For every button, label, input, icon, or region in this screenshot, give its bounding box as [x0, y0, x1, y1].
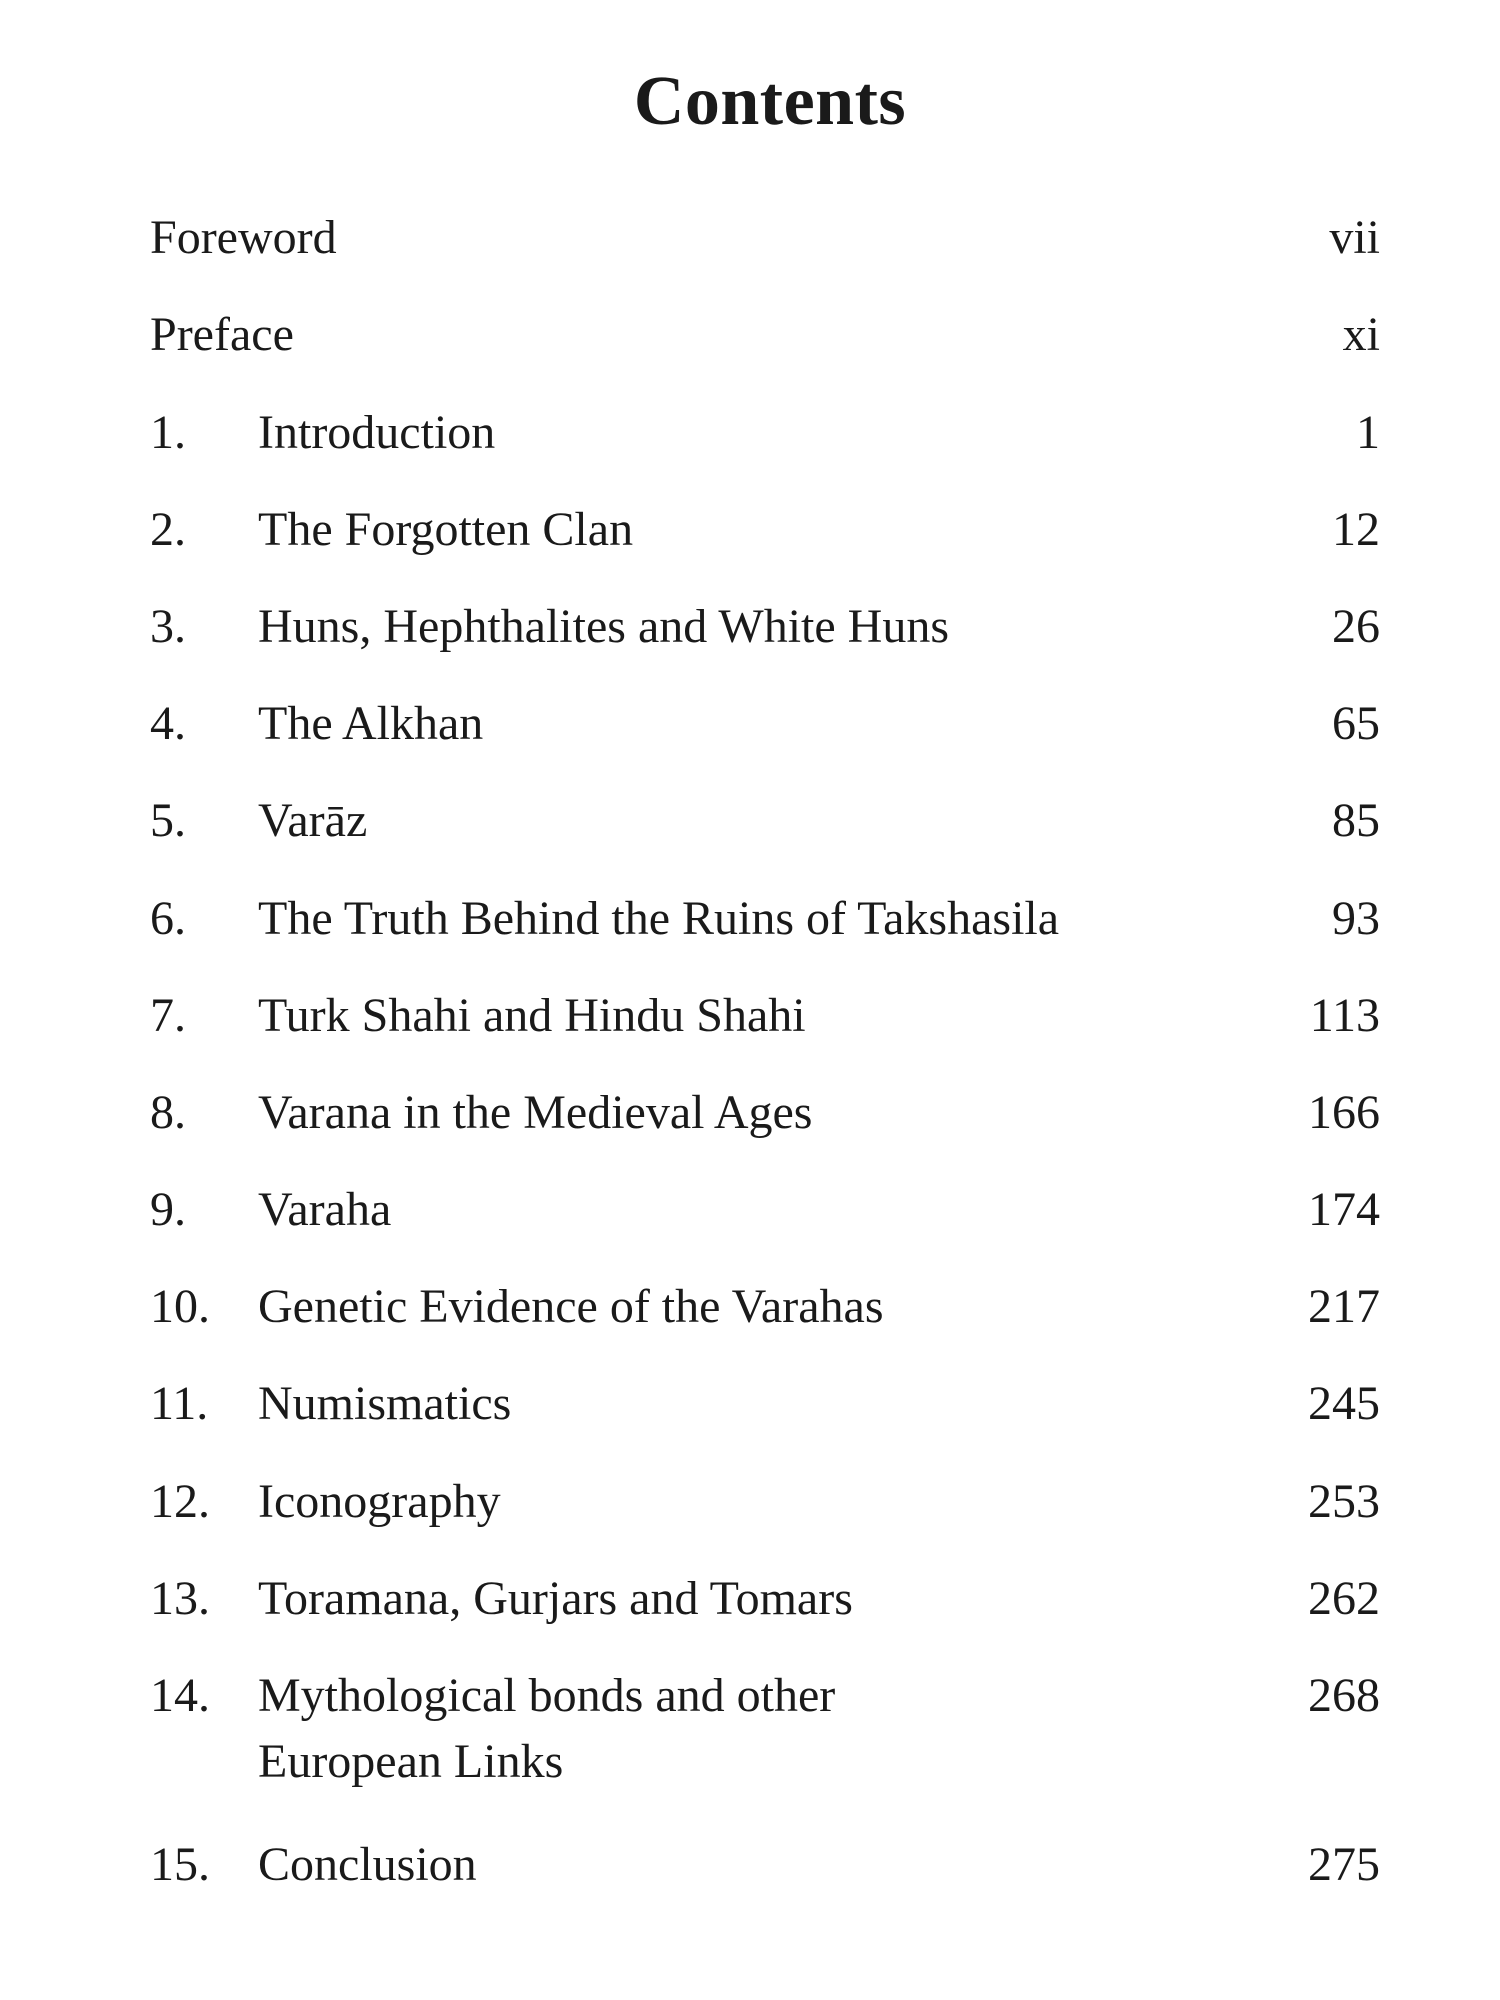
- chapter-number: 13.: [150, 1572, 210, 1625]
- entry-title: The Truth Behind the Ruins of Takshasila: [258, 892, 1060, 945]
- toc-entry-chapter-9: [150, 1177, 1380, 1243]
- chapter-number: 7.: [150, 989, 186, 1042]
- toc-entry-chapter-15: [150, 1832, 1380, 1898]
- chapter-number: 9.: [150, 1183, 186, 1236]
- entry-title: Huns, Hephthalites and White Huns: [258, 600, 950, 653]
- entry-title: Iconography: [258, 1475, 501, 1528]
- entry-title: Mythological bonds and other European Links: [258, 1669, 836, 1788]
- toc-entry-chapter-13: [150, 1566, 1380, 1632]
- page-title: Contents: [633, 63, 907, 140]
- chapter-number: 4.: [150, 697, 186, 750]
- toc-entry-chapter-2: [150, 497, 1380, 563]
- chapter-number: 3.: [150, 600, 186, 653]
- entry-page-number: 268: [1308, 1669, 1380, 1722]
- entry-page-number: 245: [1308, 1377, 1380, 1430]
- entry-page-number: 65: [1332, 697, 1380, 750]
- entry-title: Conclusion: [258, 1838, 477, 1891]
- entry-page-number: 262: [1308, 1572, 1380, 1625]
- entry-page-number: 166: [1308, 1086, 1380, 1139]
- toc-entry-chapter-8: [150, 1080, 1380, 1146]
- entry-page-number: vii: [1329, 211, 1380, 264]
- toc-entry-chapter-4: [150, 691, 1380, 757]
- entry-title: Toramana, Gurjars and Tomars: [258, 1572, 853, 1625]
- toc-entry-foreword: [150, 205, 1380, 271]
- chapter-number: 1.: [150, 406, 186, 459]
- entry-title: Genetic Evidence of the Varahas: [258, 1280, 884, 1333]
- entry-page-number: 26: [1332, 600, 1380, 653]
- toc-entry-chapter-14: [150, 1663, 1380, 1803]
- entry-title: Foreword: [150, 211, 337, 264]
- toc-entry-chapter-10: [150, 1274, 1380, 1340]
- entry-page-number: 253: [1308, 1475, 1380, 1528]
- toc-entry-chapter-5: [150, 788, 1380, 854]
- entry-title: Varana in the Medieval Ages: [258, 1086, 813, 1139]
- chapter-number: 12.: [150, 1475, 210, 1528]
- toc-entry-chapter-6: [150, 886, 1380, 952]
- toc-entry-chapter-11: [150, 1371, 1380, 1437]
- chapter-number: 2.: [150, 503, 186, 556]
- entry-title: Varaha: [258, 1183, 392, 1236]
- chapter-number: 6.: [150, 892, 186, 945]
- chapter-number: 10.: [150, 1280, 210, 1333]
- toc-entry-chapter-1: [150, 400, 1380, 466]
- entry-title: The Forgotten Clan: [258, 503, 634, 556]
- chapter-number: 5.: [150, 794, 186, 847]
- toc-entry-chapter-7: [150, 983, 1380, 1049]
- entry-title: Introduction: [258, 406, 496, 459]
- entry-page-number: 1: [1356, 406, 1380, 459]
- entry-title: Preface: [150, 308, 294, 361]
- entry-page-number: 12: [1332, 503, 1380, 556]
- entry-page-number: 93: [1332, 892, 1380, 945]
- entry-page-number: xi: [1342, 308, 1380, 361]
- entry-page-number: 113: [1309, 989, 1380, 1042]
- toc-entry-preface: [150, 302, 1380, 368]
- chapter-number: 11.: [150, 1377, 209, 1430]
- entry-title: Varāz: [258, 794, 368, 847]
- chapter-number: 15.: [150, 1838, 210, 1891]
- toc-entry-chapter-3: [150, 594, 1380, 660]
- entry-page-number: 217: [1308, 1280, 1380, 1333]
- entry-title: Numismatics: [258, 1377, 512, 1430]
- chapter-number: 14.: [150, 1669, 210, 1722]
- chapter-number: 8.: [150, 1086, 186, 1139]
- entry-page-number: 85: [1332, 794, 1380, 847]
- entry-title: The Alkhan: [258, 697, 484, 750]
- entry-page-number: 174: [1308, 1183, 1380, 1236]
- toc-entry-chapter-12: [150, 1469, 1380, 1535]
- entry-title: Turk Shahi and Hindu Shahi: [258, 989, 806, 1042]
- entry-page-number: 275: [1308, 1838, 1380, 1891]
